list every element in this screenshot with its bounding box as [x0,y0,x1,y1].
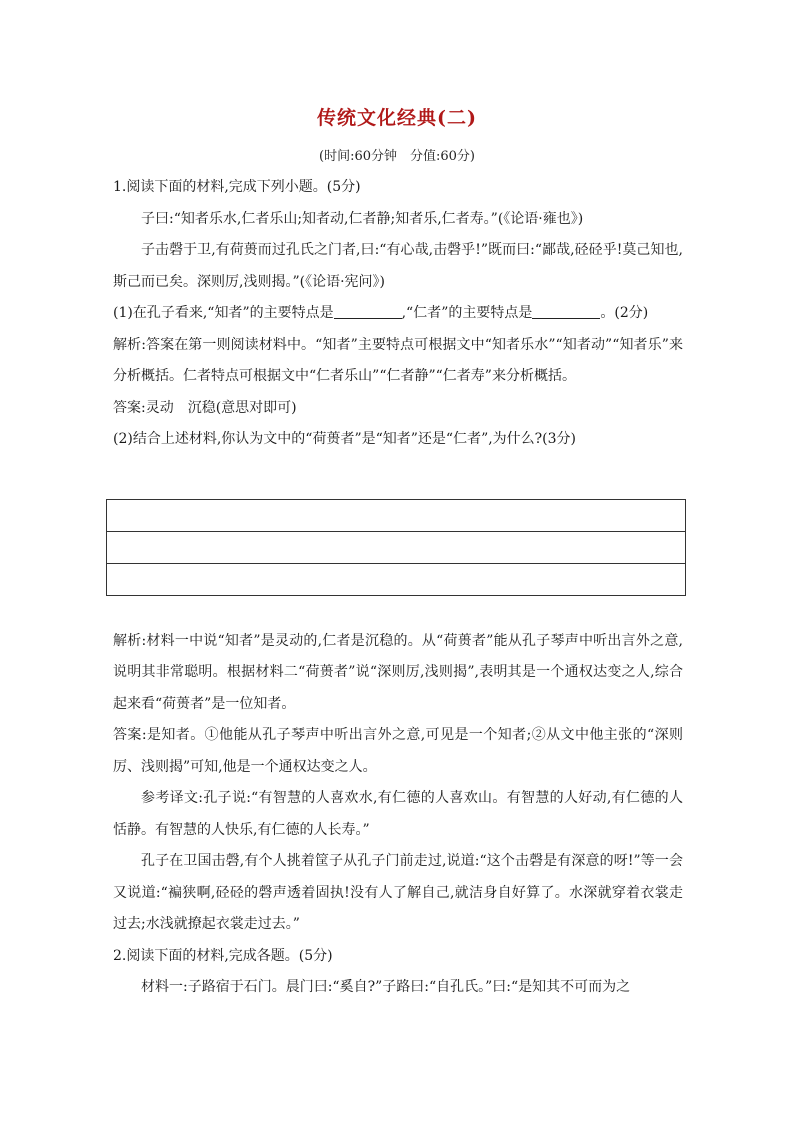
q1-heading: 1.阅读下面的材料,完成下列小题。(5分) [113,179,361,195]
page-subtitle: (时间:60分钟 分值:60分) [319,149,475,164]
q1-translation-2: 孔子在卫国击磬,有个人挑着筐子从孔子门前走过,说道:“这个击磬是有深意的呀!”等一会又说道:“褊狭啊,硁硁的磬声透着固执!没有人了解自己,就洁身自好算了。水深就穿着衣裳走过去;水浅就撩起衣裳走过去。” [113,853,683,932]
q2-material-1: 材料一:子路宿于石门。晨门曰:“奚自?”子路曰:“自孔氏。”曰:“是知其不可而为之 [141,979,631,995]
fill-blank-2[interactable] [532,302,600,319]
spacer [113,596,683,626]
q1-sub1-question [113,298,683,330]
q1-material-1: 子曰:“知者乐水,仁者乐山;知者动,仁者静;知者乐,仁者寿。”(《论语·雍也》) [141,210,584,227]
q1-sub1-answer: 答案:灵动 沉稳(意思对即可) [113,399,297,416]
q1-sub1-text-3: 。(2分) [600,305,649,321]
q1-sub2-answer: 答案:是知者。①他能从孔子琴声中听出言外之意,可见是一个知者;②从文中他主张的“深则厉、浅则揭”可知,他是一个通权达变之人。 [113,727,683,775]
q1-sub1-text-2: ,“仁者”的主要特点是 [401,305,533,321]
q1-translation-1: 参考译文:孔子说:“有智慧的人喜欢水,有仁德的人喜欢山。有智慧的人好动,有仁德的人恬静。有智慧的人快乐,有仁德的人长寿。” [113,790,683,838]
answer-line-2[interactable] [107,531,686,563]
answer-line-1[interactable] [107,499,686,531]
document-body [113,172,683,1004]
page-title: 传统文化经典(二) [317,107,477,129]
q1-sub2-question: (2)结合上述材料,你认为文中的“荷蒉者”是“知者”还是“仁者”,为什么?(3分) [113,431,577,447]
q1-sub1-text-1: (1)在孔子看来,“知者”的主要特点是 [113,305,334,321]
fill-blank-1[interactable] [334,302,402,319]
answer-line-3[interactable] [107,563,686,595]
q1-material-2: 子击磬于卫,有荷蒉而过孔氏之门者,曰:“有心哉,击磬乎!”既而曰:“鄙哉,硁硁乎!莫己知也,斯己而已矣。深则厉,浅则揭。”(《论语·宪问》) [113,242,683,290]
q1-sub1-analysis: 解析:答案在第一则阅读材料中。“知者”主要特点可根据文中“知者乐水”“知者动”“知者乐”来分析概括。仁者特点可根据文中“仁者乐山”“仁者静”“仁者寿”来分析概括。 [113,336,683,384]
answer-lines-box [106,499,686,596]
q1-sub2-analysis: 解析:材料一中说“知者”是灵动的,仁者是沉稳的。从“荷蒉者”能从孔子琴声中听出言外之意,说明其非常聪明。根据材料二“荷蒉者”说“深则厉,浅则揭”,表明其是一个通权达变之人,综合起来看“荷蒉者”是一位知者。 [113,632,683,712]
q2-heading: 2.阅读下面的材料,完成各题。(5分) [113,947,333,964]
